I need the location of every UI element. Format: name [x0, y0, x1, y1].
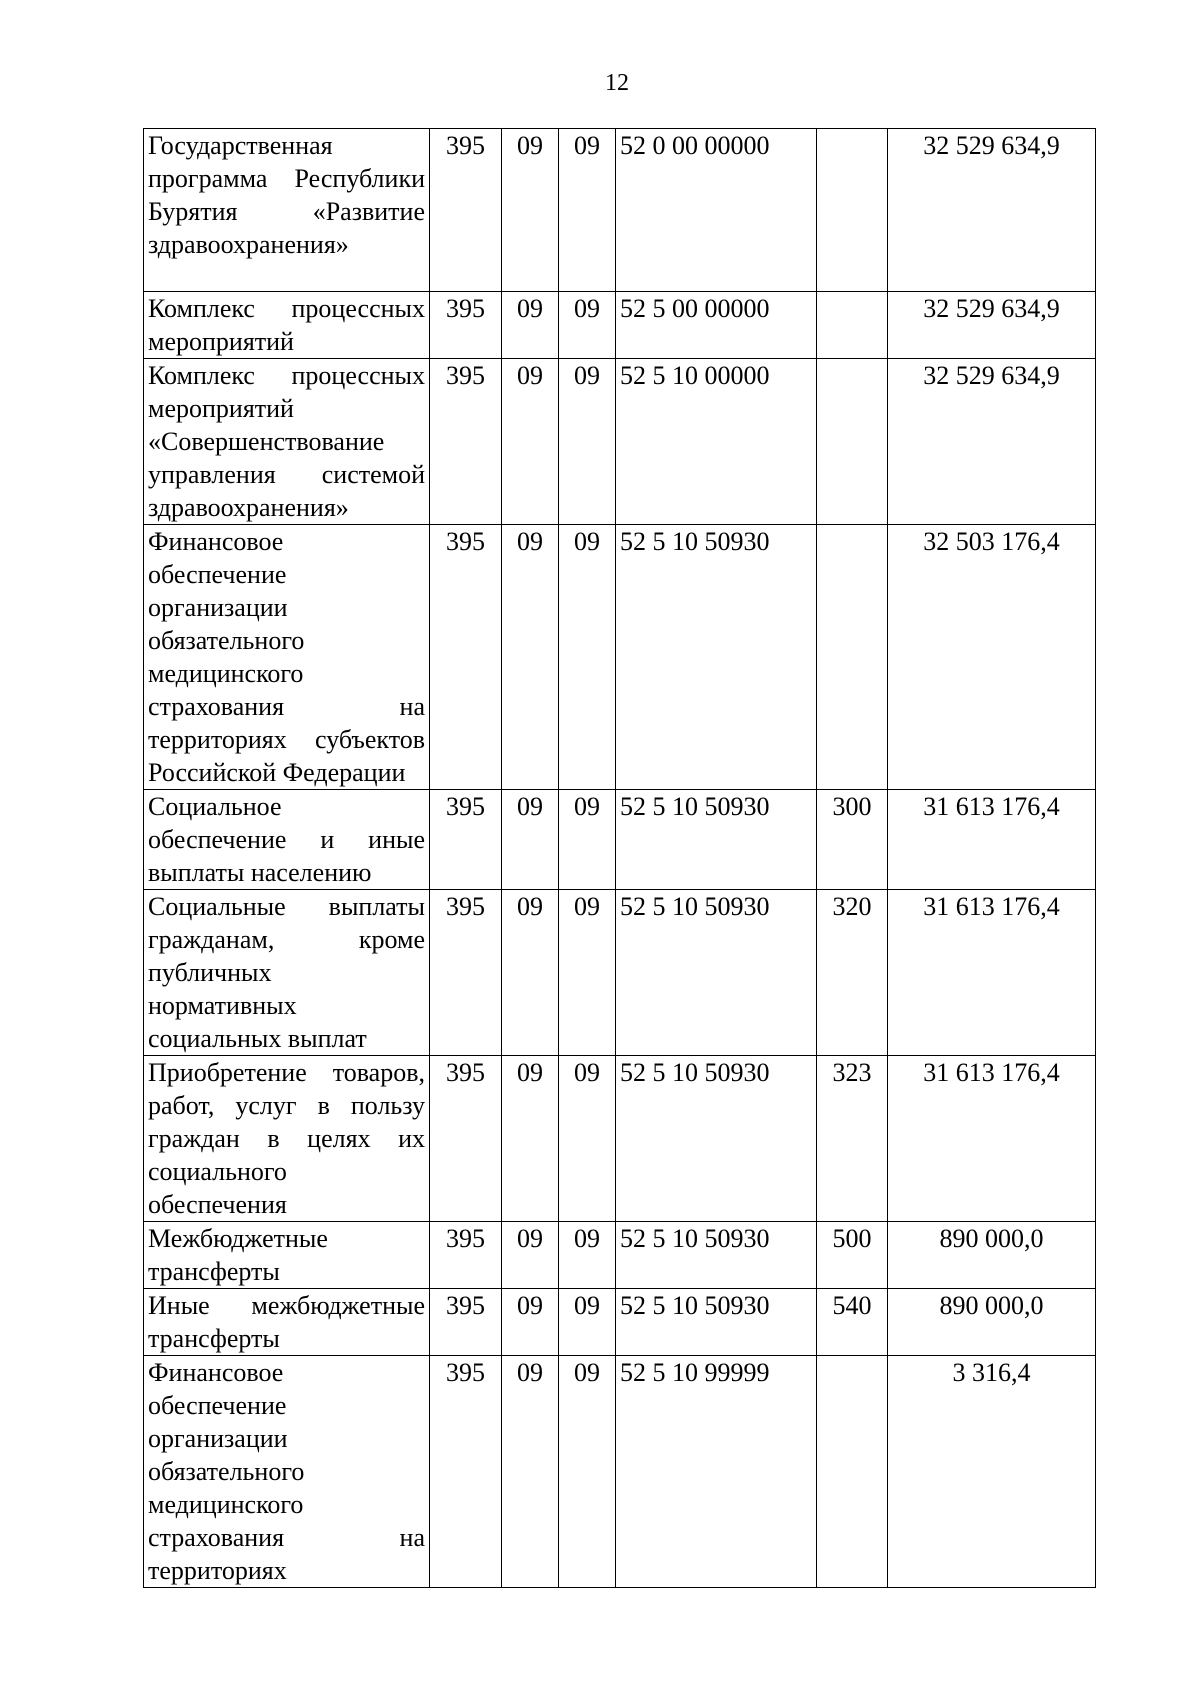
- item-name: Государственная программа Республики Бурятия «Развитие здравоохранения»: [144, 129, 430, 292]
- expense-type-code: 500: [817, 1222, 888, 1289]
- expense-type-code: 320: [817, 890, 888, 1056]
- amount: 3 316,4: [888, 1356, 1096, 1588]
- table-row: [144, 359, 1096, 525]
- table-row: [144, 129, 1096, 292]
- expense-type-code: [817, 359, 888, 525]
- item-name: Комплекс процессных мероприятий «Совершенствование управления системой здравоохранения»: [144, 359, 430, 525]
- target-article-code: 52 0 00 00000: [616, 129, 817, 292]
- section-code: 09: [502, 292, 559, 359]
- expense-type-code: 540: [817, 1289, 888, 1356]
- subsection-code: 09: [559, 292, 616, 359]
- ministry-code: 395: [430, 129, 502, 292]
- ministry-code: 395: [430, 1222, 502, 1289]
- ministry-code: 395: [430, 292, 502, 359]
- amount: 890 000,0: [888, 1289, 1096, 1356]
- target-article-code: 52 5 10 50930: [616, 1289, 817, 1356]
- item-name: Социальные выплаты гражданам, кроме публичных нормативных социальных выплат: [144, 890, 430, 1056]
- table-row: [144, 1289, 1096, 1356]
- section-code: 09: [502, 1222, 559, 1289]
- amount: 32 529 634,9: [888, 129, 1096, 292]
- subsection-code: 09: [559, 129, 616, 292]
- subsection-code: 09: [559, 359, 616, 525]
- subsection-code: 09: [559, 1356, 616, 1588]
- expense-type-code: [817, 525, 888, 790]
- table-row: [144, 890, 1096, 1056]
- table-row: [144, 1056, 1096, 1222]
- item-name: Финансовое обеспечение организации обязательного медицинского страхования на территориях: [144, 1356, 430, 1588]
- item-name: Межбюджетные трансферты: [144, 1222, 430, 1289]
- expense-type-code: [817, 129, 888, 292]
- item-name: Иные межбюджетные трансферты: [144, 1289, 430, 1356]
- subsection-code: 09: [559, 525, 616, 790]
- target-article-code: 52 5 10 50930: [616, 525, 817, 790]
- target-article-code: 52 5 00 00000: [616, 292, 817, 359]
- item-name: Приобретение товаров, работ, услуг в пользу граждан в целях их социального обеспечения: [144, 1056, 430, 1222]
- amount: 31 613 176,4: [888, 790, 1096, 890]
- ministry-code: 395: [430, 890, 502, 1056]
- subsection-code: 09: [559, 790, 616, 890]
- ministry-code: 395: [430, 1056, 502, 1222]
- table-row: [144, 1222, 1096, 1289]
- budget-table: [143, 128, 1096, 1588]
- table-row: [144, 525, 1096, 790]
- expense-type-code: 323: [817, 1056, 888, 1222]
- target-article-code: 52 5 10 50930: [616, 1056, 817, 1222]
- amount: 32 503 176,4: [888, 525, 1096, 790]
- table-row: [144, 790, 1096, 890]
- item-name: Финансовое обеспечение организации обязательного медицинского страхования на территориях субъектов Российской Федерации: [144, 525, 430, 790]
- expense-type-code: [817, 1356, 888, 1588]
- subsection-code: 09: [559, 1289, 616, 1356]
- table-row: [144, 1356, 1096, 1588]
- expense-type-code: 300: [817, 790, 888, 890]
- amount: 31 613 176,4: [888, 890, 1096, 1056]
- section-code: 09: [502, 1356, 559, 1588]
- table-row: [144, 292, 1096, 359]
- section-code: 09: [502, 890, 559, 1056]
- section-code: 09: [502, 1289, 559, 1356]
- section-code: 09: [502, 525, 559, 790]
- section-code: 09: [502, 1056, 559, 1222]
- subsection-code: 09: [559, 1222, 616, 1289]
- ministry-code: 395: [430, 525, 502, 790]
- amount: 32 529 634,9: [888, 292, 1096, 359]
- section-code: 09: [502, 359, 559, 525]
- item-name: Комплекс процессных мероприятий: [144, 292, 430, 359]
- amount: 31 613 176,4: [888, 1056, 1096, 1222]
- target-article-code: 52 5 10 00000: [616, 359, 817, 525]
- subsection-code: 09: [559, 1056, 616, 1222]
- ministry-code: 395: [430, 359, 502, 525]
- target-article-code: 52 5 10 99999: [616, 1356, 817, 1588]
- section-code: 09: [502, 129, 559, 292]
- ministry-code: 395: [430, 1356, 502, 1588]
- amount: 890 000,0: [888, 1222, 1096, 1289]
- section-code: 09: [502, 790, 559, 890]
- subsection-code: 09: [559, 890, 616, 1056]
- target-article-code: 52 5 10 50930: [616, 1222, 817, 1289]
- ministry-code: 395: [430, 790, 502, 890]
- amount: 32 529 634,9: [888, 359, 1096, 525]
- target-article-code: 52 5 10 50930: [616, 790, 817, 890]
- page-number: 12: [605, 70, 629, 96]
- item-name: Социальное обеспечение и иные выплаты населению: [144, 790, 430, 890]
- expense-type-code: [817, 292, 888, 359]
- target-article-code: 52 5 10 50930: [616, 890, 817, 1056]
- ministry-code: 395: [430, 1289, 502, 1356]
